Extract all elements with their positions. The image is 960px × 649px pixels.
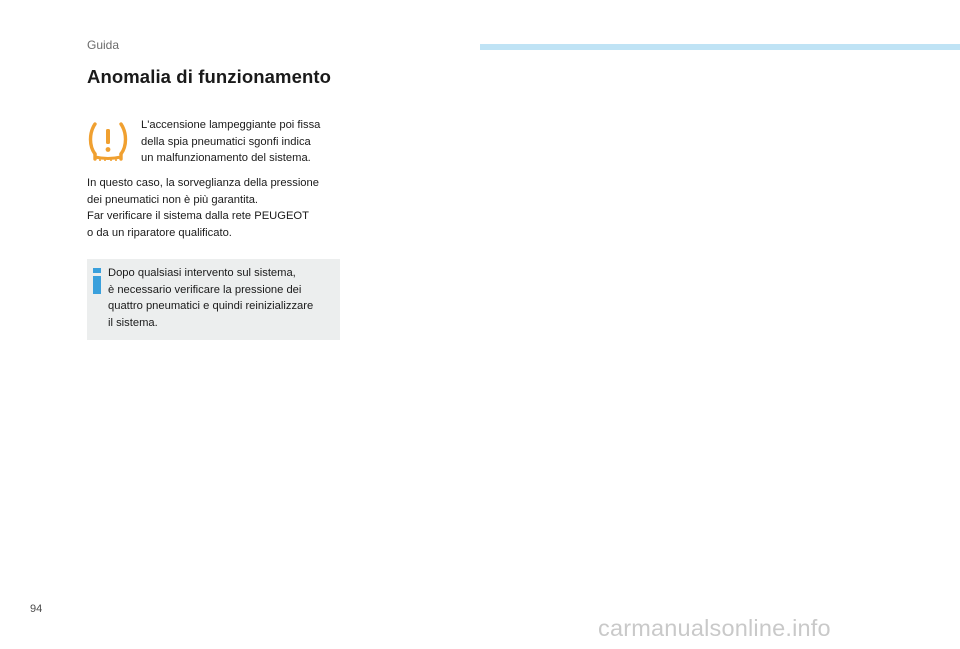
watermark: carmanualsonline.info (598, 615, 831, 641)
note-box (87, 259, 340, 340)
warning-text: L'accensione lampeggiante poi fissa della spia pneumatici sgonfi indica un malfunzionamento del sistema. (141, 119, 321, 164)
section-label: Guida (87, 38, 120, 52)
page-title: Anomalia di funzionamento (87, 66, 332, 87)
info-icon (92, 268, 102, 294)
body-text: In questo caso, la sorveglianza della pressione dei pneumatici non è più garantita. Far verificare il sistema dalla rete PEUGEOT o da un riparatore qualificato. (87, 177, 319, 239)
warning-block (87, 117, 347, 167)
tpms-warning-icon (88, 121, 128, 161)
page-number: 94 (30, 603, 43, 615)
note-text: Dopo qualsiasi intervento sul sistema, è necessario verificare la pressione dei quattro pneumatici e quindi reinizializzare il sistema. (108, 267, 314, 329)
header-bar (480, 44, 960, 50)
